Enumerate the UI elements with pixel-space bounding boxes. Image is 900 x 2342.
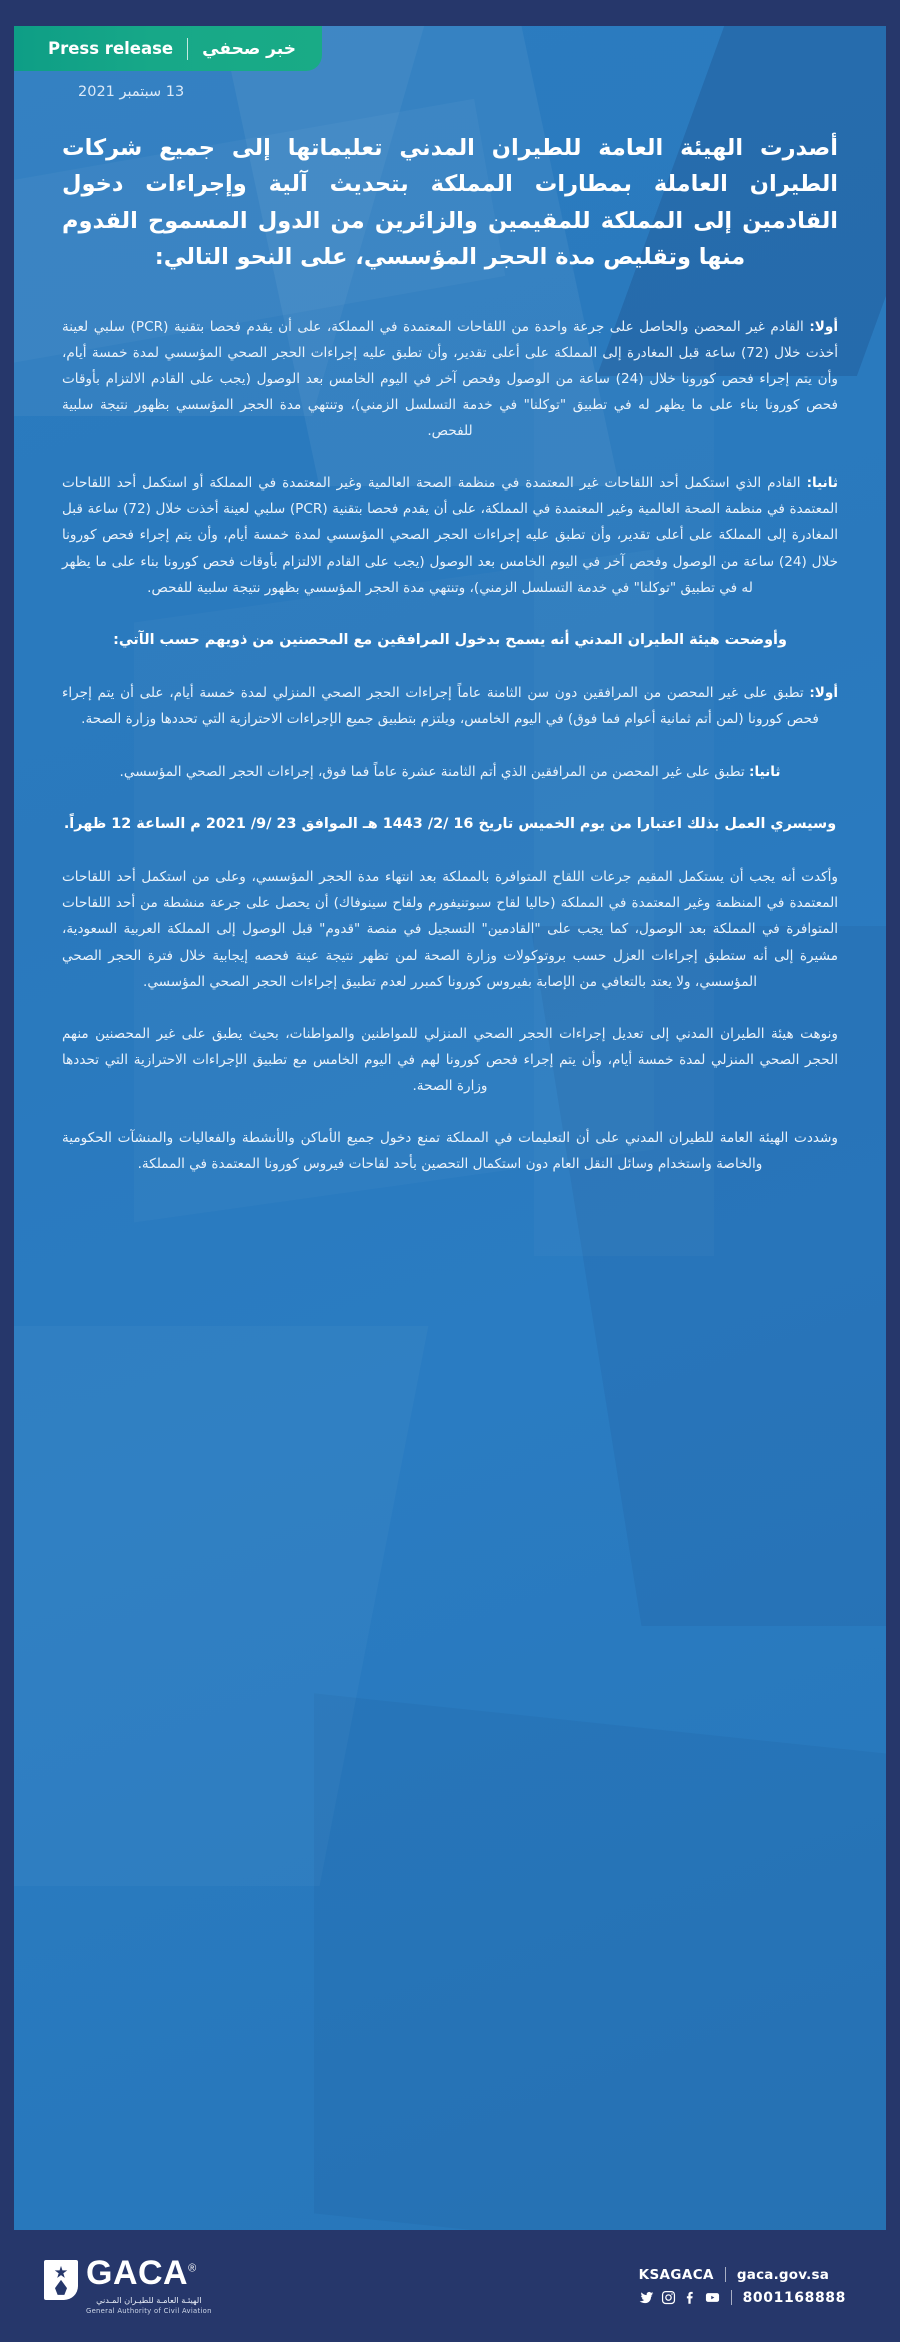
paragraph-text: وشددت الهيئة العامة للطيران المدني على أن التعليمات في المملكة تمنع دخول جميع الأماكن والأنشطة والفعاليات والمنشآت الحكومية والخاصة واستخدام وسائل النقل العام دون استكمال التحصين بأحد لقاحات فيروس كورونا المعتمدة في المملكة. [62,1130,838,1173]
paragraph-companions-second [62,759,838,785]
footer [0,2230,900,2342]
paragraph-companions-intro [62,627,838,655]
paragraph-companions-first [62,680,838,732]
instagram-icon[interactable] [661,2290,676,2305]
badge-divider [187,38,188,60]
paragraph-text: وسيسري العمل بذلك اعتبارا من يوم الخميس تاريخ 16 /2/ 1443 هـ الموافق 23 /9/ 2021 م الساعة 12 ظهراً. [63,815,837,832]
gaca-english-name: General Authority of Civil Aviation [86,2307,212,2316]
contact-block [639,2267,846,2306]
paragraph-text: تطبق على غير المحصن من المرافقين الذي أتم الثامنة عشرة عاماً فما فوق، إجراءات الحجر الصحي المؤسسي. [119,763,750,780]
paragraph-text: القادم الذي استكمل أحد اللقاحات غير المعتمدة في منظمة الصحة العالمية وغير المعتمدة في المملكة أو استكمل أحد اللقاحات المعتمدة في منظمة الصحة العالمية وغير المعتمدة في المملكة، على أن يقدم فحصا بتقنية (PCR) سلبي لعينة أخذت خلال (72) ساعة قبل المغادرة إلى المملكة على أعلى تقدير، وأن تطبق عليه إجراءات الحجر الصحي المؤسسي لمدة خمسة أيام، وأن يتم إجراء فحص كورونا خلال (24) ساعة من الوصول وفحص آخر في اليوم الخامس بعد الوصول (يجب على القادم الالتزام بأوقات فحص كورونا بناء على ما يظهر له في تطبيق "توكلنا" في خدمة التسلسل الزمني)، وتنتهي مدة الحجر المؤسسي بظهور نتيجة سلبية للفحص. [62,475,839,596]
paragraph-list [62,314,838,1177]
social-handle: KSAGACA [638,2266,714,2283]
gaca-wordmark-label: GACA [86,2253,189,2292]
gaca-arabic-name: الهيئـة العامـة للطيـران المـدني [96,2295,202,2306]
press-release-badge-arabic: خبر صحفي [202,38,296,59]
website-link[interactable]: gaca.gov.sa [736,2266,830,2283]
paragraph-lead: أولا: [809,685,838,702]
publication-date: 13 سبتمبر 2021 [78,84,185,100]
trademark-symbol: ® [188,2262,197,2275]
paragraph-text: تطبق على غير المحصن من المرافقين دون سن الثامنة عاماً إجراءات الحجر الصحي المنزلي لمدة خمسة أيام، على أن يتم إجراء فحص كورونا (لمن أتم ثمانية أعوام فما فوق) في اليوم الخامس، ويلتزم بتطبيق جميع الإجراءات الاحترازية التي تحددها وزارة الصحة. [62,685,819,728]
phone-number[interactable]: 8001168888 [742,2289,846,2306]
paragraph-text: وأوضحت هيئة الطيران المدني أنه يسمح بدخول المرافقين مع المحصنين من ذويهم حسب الآتي: [113,631,787,648]
paragraph-lead: ثانيا: [806,475,838,492]
paragraph-text: وأكدت أنه يجب أن يستكمل المقيم جرعات اللقاح المتوافرة بالمملكة بعد انتهاء مدة الحجر المؤسسي، وعلى من استكمل أحد اللقاحات المعتمدة في المنظمة وغير المعتمدة في المملكة (حاليا لقاح سبوتنيفورم ولقاح سينوفاك) أن يحصل على جرعة منشطة من أحد اللقاحات المتوافرة في المملكة بعد الوصول، كما يجب على "القادمين" التسجيل في منصة "قدوم" قبل الوصول إلى المملكة العربية السعودية، مشيرة إلى أنه ستطبق إجراءات العزل حسب بروتوكولات وزارة الصحة لمن تظهر نتيجة عينة فحصه إيجابية خلال فترة الحجر الصحي المؤسسي، ولا يعتد بالتعافي من الإصابة بفيروس كورونا كمبرر لعدم تطبيق إجراءات الحجر الصحي المؤسسي. [62,869,838,990]
gaca-wordmark [86,2253,212,2292]
press-release-badge [14,26,322,71]
page-title: أصدرت الهيئة العامة للطيران المدني تعليماتها إلى جميع شركات الطيران العاملة بمطارات المملكة بتحديث آلية وإجراءات دخول القادمين إلى المملكة للمقيمين والزائرين من الدول المسموح القدوم منها وتقليص مدة الحجر المؤسسي، على النحو التالي: [62,135,838,271]
contact-divider [731,2290,732,2305]
gaca-emblem-icon [44,2260,78,2300]
press-release-body [14,26,886,1177]
contact-divider [725,2267,726,2282]
paragraph-residents-vaccines [62,864,838,994]
paragraph-item-first-arrival [62,314,838,444]
contact-row-social [639,2290,846,2306]
facebook-icon[interactable] [683,2290,698,2305]
gaca-logo [44,2253,212,2316]
paragraph-lead: ثانيا: [749,763,781,780]
paragraph-text: القادم غير المحصن والحاصل على جرعة واحدة من اللقاحات المعتمدة في المملكة، على أن يقدم فحصا بتقنية (PCR) سلبي لعينة أخذت خلال (72) ساعة قبل المغادرة إلى المملكة على أعلى تقدير، وأن تطبق عليه إجراءات الحجر الصحي المؤسسي لمدة خمسة أيام، وأن يتم إجراء فحص كورونا خلال (24) ساعة من الوصول وفحص آخر في اليوم الخامس بعد الوصول (يجب على القادم الالتزام بأوقات فحص كورونا بناء على ما يظهر له في تطبيق "توكلنا" في خدمة التسلسل الزمني)، وتنتهي مدة الحجر المؤسسي بظهور نتيجة سلبية للفحص. [62,318,838,440]
content-panel [14,26,886,2230]
paragraph-text: ونوهت هيئة الطيران المدني إلى تعديل إجراءات الحجر الصحي المنزلي للمواطنين والمواطنات، بحيث يطبق على غير المحصنين منهم الحجر الصحي المنزلي لمدة خمسة أيام، وأن يتم إجراء فحص كورونا لهم في اليوم الخامس مع تطبيق الإجراءات الاحترازية التي تحددها وزارة الصحة. [62,1025,838,1094]
paragraph-lead: أولا: [809,318,838,335]
contact-row-web [639,2267,829,2283]
paragraph-effective-date [62,811,838,839]
gaca-logo-text [86,2253,212,2316]
social-icon-group [639,2290,720,2305]
youtube-icon[interactable] [705,2290,720,2305]
background-facet [14,1326,428,1886]
paragraph-home-quarantine-update [62,1021,838,1099]
background-facet [314,1693,886,2230]
paragraph-public-venues-restriction [62,1125,838,1177]
press-release-badge-english: Press release [48,39,174,58]
twitter-icon[interactable] [639,2290,654,2305]
paragraph-item-second-arrival [62,470,838,600]
